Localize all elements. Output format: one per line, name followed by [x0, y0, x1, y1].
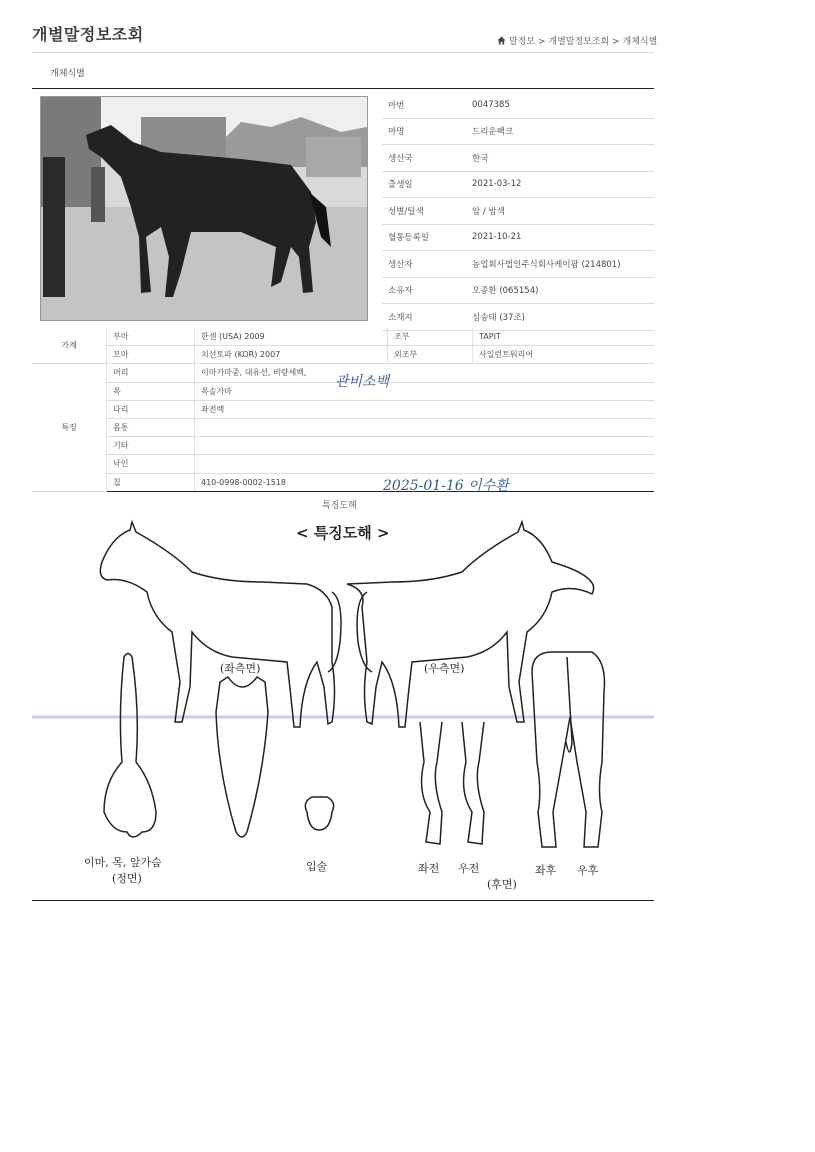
info-value: 오종환 (065154) — [466, 277, 654, 304]
info-value: 농업회사법인주식회사케이팜 (214801) — [466, 251, 654, 278]
sire-value: 한센 (USA) 2009 — [195, 328, 388, 346]
info-value: 0047385 — [466, 92, 654, 118]
info-value: 2021-03-12 — [466, 171, 654, 198]
info-value: 드리운팩크 — [466, 118, 654, 145]
pedigree-features-table — [32, 328, 654, 492]
info-value: 2021-10-21 — [466, 224, 654, 251]
feature-value — [195, 437, 655, 455]
feature-value — [195, 455, 655, 473]
info-row — [382, 277, 654, 304]
dam-value: 치선토파 (KOR) 2007 — [195, 346, 388, 364]
page-title: 개별말정보조회 — [32, 25, 144, 44]
feature-label: 목 — [107, 382, 195, 400]
info-label: 혈통등록일 — [382, 224, 466, 251]
horse-info-table — [382, 92, 654, 331]
divider — [32, 88, 654, 89]
tab-individual-id[interactable]: 개체식별 — [50, 69, 85, 79]
chip-number: 410-0998-0002-1518 — [195, 473, 655, 491]
feature-label: 낙인 — [107, 455, 195, 473]
info-row — [382, 251, 654, 278]
breadcrumb-home[interactable]: 말정보 — [509, 37, 536, 47]
feature-value: 목솔가마 — [195, 382, 655, 400]
sire-label: 부마 — [107, 328, 195, 346]
dam-sire-label: 외조부 — [388, 346, 473, 364]
info-row — [382, 118, 654, 145]
breadcrumb — [497, 34, 657, 47]
info-label: 소유자 — [382, 277, 466, 304]
info-label: 소재지 — [382, 304, 466, 331]
grandsire-label: 조부 — [388, 328, 473, 346]
info-row — [382, 304, 654, 331]
info-label: 생산자 — [382, 251, 466, 278]
divider — [32, 52, 654, 53]
handwritten-date-signature: 2025-01-16 이수환 — [383, 478, 509, 494]
breadcrumb-separator: > — [612, 37, 620, 47]
diagram-title: < 특징도해 > — [296, 524, 390, 542]
features-group-label: 특징 — [32, 364, 107, 491]
info-label: 생산국 — [382, 145, 466, 172]
grandsire-value: TAPIT — [473, 328, 655, 346]
info-label: 성별/털색 — [382, 198, 466, 225]
info-row — [382, 171, 654, 198]
feature-value: 이마가마중, 대유선, 비량세백, — [195, 364, 655, 382]
right-hind-label: 우후 — [577, 864, 599, 877]
breadcrumb-level2: 개체식별 — [622, 37, 658, 47]
feature-label: 몸통 — [107, 418, 195, 436]
breadcrumb-level1[interactable]: 개별말정보조회 — [548, 37, 610, 47]
info-row — [382, 145, 654, 172]
front-view-label: (정면) — [112, 872, 142, 885]
dam-sire-value: 사일런트워리어 — [473, 346, 655, 364]
handwritten-note: 관비소백 — [335, 374, 390, 390]
feature-diagram — [32, 512, 654, 901]
rear-view-label: (후면) — [487, 878, 517, 891]
front-caption: 이마, 목, 앞가슴 — [84, 856, 162, 869]
feature-value: 좌전백 — [195, 400, 655, 418]
info-value: 심승태 (37조) — [466, 304, 654, 331]
diagram-caption: 특징도해 — [322, 501, 357, 511]
horse-photo — [40, 96, 368, 321]
feature-label: 기타 — [107, 437, 195, 455]
horse-outline-drawing — [32, 512, 654, 900]
pedigree-group-label: 가계 — [32, 328, 107, 364]
info-row — [382, 198, 654, 225]
info-label: 출생일 — [382, 171, 466, 198]
info-row — [382, 224, 654, 251]
home-icon[interactable] — [497, 36, 506, 45]
feature-value — [195, 418, 655, 436]
lips-label: 입술 — [306, 860, 328, 873]
left-side-label: (좌측면) — [220, 662, 261, 675]
info-label: 마번 — [382, 92, 466, 118]
info-label: 마명 — [382, 118, 466, 145]
left-hind-label: 좌후 — [535, 864, 557, 877]
breadcrumb-separator: > — [537, 37, 546, 47]
right-fore-label: 우전 — [458, 862, 480, 875]
left-fore-label: 좌전 — [418, 862, 440, 875]
info-value: 암 / 밤색 — [466, 198, 654, 225]
feature-label: 칩 — [107, 473, 195, 491]
info-value: 한국 — [466, 145, 654, 172]
info-row — [382, 92, 654, 118]
dam-label: 모마 — [107, 346, 195, 364]
feature-label: 머리 — [107, 364, 195, 382]
feature-label: 다리 — [107, 400, 195, 418]
right-side-label: (우측면) — [424, 662, 465, 675]
